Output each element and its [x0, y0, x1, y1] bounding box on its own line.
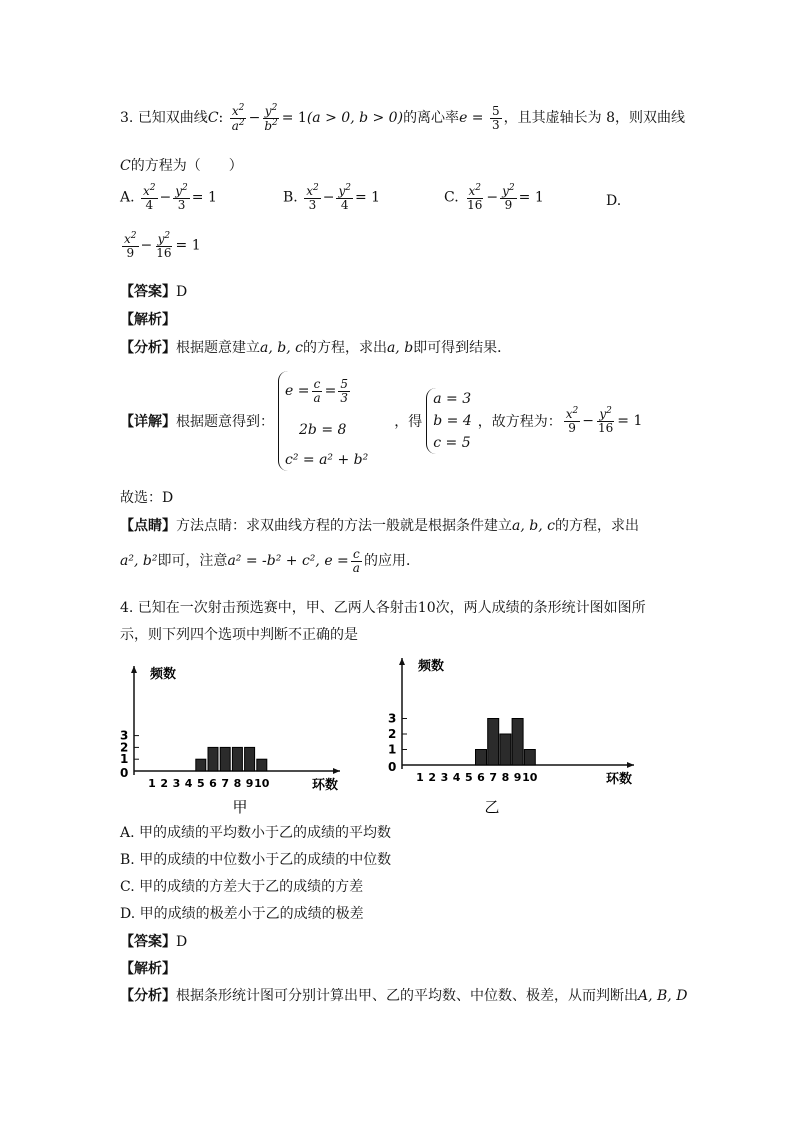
q3-answer: 【答案】D [120, 284, 188, 300]
x-axis-arrow [333, 768, 340, 774]
x-tick-label: 5 [464, 771, 473, 784]
x-tick-label: 7 [489, 771, 498, 784]
q3-x-frac: $\frac{x^2}{a^2}$ [231, 103, 245, 133]
q3-system-1: e = $\frac{c}{a}$ = $\frac{5}{3}$ 2b = 8 c² = a² + b² [278, 371, 368, 471]
bar [245, 747, 255, 771]
bar [500, 734, 511, 765]
y-axis-arrow [399, 658, 405, 665]
y-tick-label: 3 [388, 711, 397, 726]
x-tick-label: 10 [522, 771, 538, 784]
q3-system-2: a = 3 b = 4 c = 5 [426, 388, 472, 454]
q4-option-c: C. 甲的成绩的方差大于乙的成绩的方差 [120, 879, 364, 895]
x-tick-label: 9 [245, 777, 254, 790]
bar [208, 747, 218, 771]
y-axis-arrow [131, 666, 137, 673]
x-tick-label: 6 [477, 771, 485, 784]
q3-stem-c: ，且其虚轴长为 8，则双曲线 [503, 110, 685, 127]
bar [257, 759, 267, 771]
origin-label: 0 [388, 760, 397, 774]
q4-option-a: A. 甲的成绩的平均数小于乙的成绩的平均数 [120, 825, 392, 841]
bar [220, 747, 230, 771]
x-tick-label: 4 [452, 771, 461, 784]
x-tick-label: 10 [254, 777, 270, 790]
bar [476, 750, 487, 766]
q4-line1: 4. 已知在一次射击预选赛中，甲、乙两人各射击10次，两人成绩的条形统计图如图所 [120, 600, 646, 616]
q3-option-d-label: D. [606, 193, 622, 209]
q4-jiexi: 【解析】 [120, 961, 176, 977]
origin-label: 0 [120, 766, 129, 780]
q3-y-frac: $\frac{y^2}{b^2}$ [264, 103, 278, 133]
chart-yi [372, 652, 642, 814]
x-tick-label: 1 [148, 777, 156, 790]
x-tick-label: 4 [184, 777, 193, 790]
bar [232, 747, 242, 771]
x-tick-label: 5 [196, 777, 205, 790]
q3-line2-tail: 的方程为（ ） [130, 158, 243, 174]
y-tick-label: 1 [120, 752, 129, 767]
bar [196, 759, 206, 771]
y-axis-label: 频数 [150, 667, 177, 682]
q3-dianjing-line2: a², b²即可，注意a² = -b² + c², e = $\frac{c}{a}$ 的应用． [120, 547, 420, 575]
q3-xiangjie: 【详解】 根据题意得到： e = $\frac{c}{a}$ = $\frac{5}{3}$ 2b = 8 c² = a² + b² ，得 a = 3 b = 4 c = 5 ，故方程为： $\frac{x^2}{9}$ − $\frac{y^2}{16}$ = 1 [120, 368, 642, 474]
q3-option-a: A. $\frac{x^2}{4}$ − $\frac{y^2}{3}$ = 1 [120, 183, 217, 212]
q3-line2: C的方程为（ ） [120, 158, 243, 174]
x-tick-label: 1 [416, 771, 424, 784]
q3-dianjing: 【点睛】方法点睛：求双曲线方程的方法一般就是根据条件建立a, b, c的方程，求出 [120, 518, 639, 534]
q3-jiexi: 【解析】 [120, 312, 176, 328]
y-tick-label: 2 [120, 740, 129, 755]
x-axis-label: 环数 [606, 772, 633, 787]
q4-option-b: B. 甲的成绩的中位数小于乙的成绩的中位数 [120, 852, 392, 868]
q3-ecc-lhs: e = [459, 110, 484, 127]
x-tick-label: 8 [233, 777, 242, 790]
q4-option-d: D. 甲的成绩的极差小于乙的成绩的极差 [120, 906, 364, 922]
x-tick-label: 9 [513, 771, 522, 784]
bar [524, 750, 535, 766]
chart-title: 甲 [232, 798, 248, 816]
q3-option-b: B. $\frac{x^2}{3}$ − $\frac{y^2}{4}$ = 1 [283, 183, 381, 212]
y-tick-label: 1 [388, 742, 397, 757]
y-tick-label: 2 [388, 727, 397, 741]
x-tick-label: 3 [172, 777, 181, 790]
x-axis-arrow [627, 762, 634, 768]
q3-curve-name: C [207, 110, 219, 127]
x-axis-label: 环数 [312, 778, 339, 793]
bar [488, 719, 499, 766]
q4-fenxi: 【分析】根据条形统计图可分别计算出甲、乙的平均数、中位数、极差，从而判断出A, B, D [120, 988, 688, 1004]
x-tick-label: 2 [160, 777, 169, 790]
y-axis-label: 频数 [418, 659, 445, 674]
x-tick-label: 6 [209, 777, 217, 790]
bar [512, 719, 523, 766]
q3-number: 3. [120, 110, 134, 127]
q3-fenxi: 【分析】根据题意建立a, b, c的方程，求出a, b即可得到结果． [120, 340, 512, 356]
q3-ecc-frac: $\frac{5}{3}$ [491, 104, 500, 132]
q3-stem-b: 的离心率 [403, 110, 460, 127]
q3-line1: 3. 已知双曲线C: $\frac{x^2}{a^2}$ − $\frac{y^2}{b^2}$ = 1(a > 0, b > 0)的离心率e = $\frac{5}{3}$ ，且其虚轴长为 8，则双曲线 [120, 103, 685, 133]
q3-condition: (a > 0, b > 0) [306, 110, 404, 127]
q4-line2: 示，则下列四个选项中判断不正确的是 [120, 627, 358, 643]
q4-answer: 【答案】D [120, 934, 188, 950]
chart-jia [112, 658, 360, 820]
q3-stem-a: 已知双曲线 [137, 110, 208, 127]
q3-option-d: $\frac{x^2}{9}$ − $\frac{y^2}{16}$ = 1 [124, 231, 201, 260]
q3-option-c: C. $\frac{x^2}{16}$ − $\frac{y^2}{9}$ = 1 [444, 183, 544, 212]
x-tick-label: 7 [221, 777, 230, 790]
x-tick-label: 2 [428, 771, 437, 784]
q3-guxuan: 故选：D [120, 490, 174, 506]
chart-title: 乙 [484, 798, 500, 814]
x-tick-label: 3 [440, 771, 449, 784]
y-tick-label: 3 [120, 728, 129, 743]
x-tick-label: 8 [501, 771, 510, 784]
